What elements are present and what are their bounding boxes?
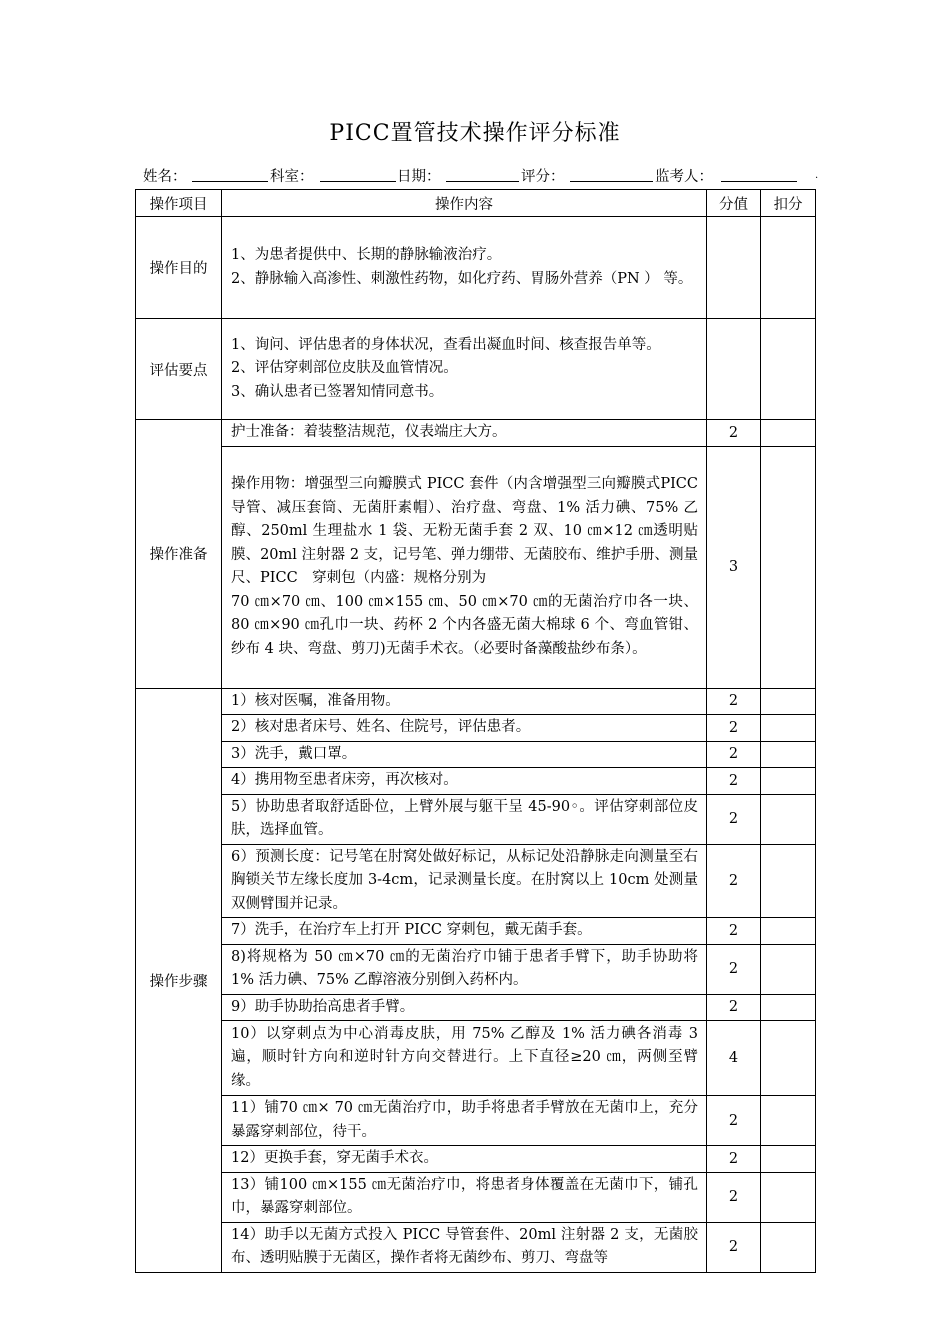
content-cell: [222, 715, 707, 742]
content-cell: [222, 794, 707, 844]
table-row: [136, 944, 816, 994]
score-cell: 2: [707, 918, 761, 945]
table-row: [136, 994, 816, 1021]
table-row: [136, 1222, 816, 1272]
deduction-cell[interactable]: [761, 741, 816, 768]
name-label: 姓名：: [143, 169, 187, 185]
score-cell: 2: [707, 794, 761, 844]
content-cell: [222, 688, 707, 715]
content-line: 2）核对患者床号、姓名、住院号，评估患者。: [231, 719, 531, 735]
content-cell: [222, 741, 707, 768]
examiner-label: 监考人：: [655, 169, 713, 185]
content-line: 操作用物：增强型三向瓣膜式 PICC 套件（内含增强型三向瓣膜式PICC 导管、减压套筒、无菌肝素帽）、治疗盘、弯盘、1% 活力碘、75% 乙醇、250ml 生理盐水 1 袋、无粉无菌手套 2 双、10 ㎝×12 ㎝透明贴膜、20ml 注射器 2 支，记号笔、弹力绷带、无菌胶布、维护手册、测量尺、PICC 穿刺包（内盛：规格分别为: [231, 476, 698, 586]
dept-blank[interactable]: [320, 165, 396, 182]
table-row: [136, 918, 816, 945]
score-cell: 2: [707, 420, 761, 447]
content-cell: [222, 217, 707, 319]
date-blank[interactable]: [446, 165, 519, 182]
deduction-cell[interactable]: [761, 1172, 816, 1222]
content-line: 4）携用物至患者床旁，再次核对。: [231, 772, 458, 788]
content-cell: [222, 994, 707, 1021]
deduction-cell[interactable]: [761, 688, 816, 715]
score-cell: [707, 319, 761, 420]
content-line: 2、静脉输入高渗性、刺激性药物，如化疗药、胃肠外营养（PN ） 等。: [231, 270, 693, 287]
score-cell: 2: [707, 688, 761, 715]
scoring-table: [135, 189, 816, 1273]
deduction-cell[interactable]: [761, 844, 816, 918]
score-cell: 2: [707, 994, 761, 1021]
date-label: 日期：: [397, 169, 441, 185]
deduction-cell[interactable]: [761, 918, 816, 945]
deduction-cell[interactable]: [761, 994, 816, 1021]
deduction-cell[interactable]: [761, 1222, 816, 1272]
content-line: 10）以穿刺点为中心消毒皮肤，用 75% 乙醇及 1% 活力碘各消毒 3 遍，顺时针方向和逆时针方向交替进行。上下直径≥20 ㎝，两侧至臂缘。: [231, 1025, 698, 1089]
content-cell: [222, 844, 707, 918]
table-row: [136, 768, 816, 795]
deduction-cell[interactable]: [761, 1096, 816, 1146]
content-line: 8)将规格为 50 ㎝×70 ㎝的无菌治疗巾铺于患者手臂下，助手协助将 1% 活力碘、75% 乙醇溶液分别倒入药杯内。: [231, 948, 698, 988]
content-line: 13）铺100 ㎝×155 ㎝无菌治疗巾，将患者身体覆盖在无菌巾下，铺孔巾，暴露穿刺部位。: [231, 1176, 698, 1216]
content-cell: [222, 918, 707, 945]
content-line: 7）洗手，在治疗车上打开 PICC 穿刺包，戴无菌手套。: [231, 922, 592, 938]
item-cell: 评估要点: [136, 319, 222, 420]
page-title: PICC置管技术操作评分标准: [329, 121, 621, 146]
score-cell: 2: [707, 1172, 761, 1222]
content-line: 1）核对医嘱，准备用物。: [231, 692, 400, 709]
score-cell: 4: [707, 1021, 761, 1096]
content-cell: [222, 420, 707, 447]
content-cell: [222, 944, 707, 994]
table-row: [136, 1096, 816, 1146]
table-row: [136, 420, 816, 447]
table-row: [136, 844, 816, 918]
content-cell: [222, 1172, 707, 1222]
deduction-cell[interactable]: [761, 1146, 816, 1173]
table-row: [136, 741, 816, 768]
score-cell: 2: [707, 768, 761, 795]
score-label: 评分：: [521, 169, 565, 185]
score-blank[interactable]: [570, 165, 653, 182]
table-row: [136, 688, 816, 715]
content-cell: [222, 1222, 707, 1272]
content-line: 3）洗手，戴口罩。: [231, 745, 357, 762]
score-cell: 2: [707, 844, 761, 918]
content-line: 3、确认患者已签署知情同意书。: [231, 383, 444, 400]
deduction-cell[interactable]: [761, 446, 816, 688]
header-row: [136, 190, 816, 217]
content-line: 11）铺70 ㎝× 70 ㎝无菌治疗巾，助手将患者手臂放在无菌巾上，充分暴露穿刺部位，待干。: [231, 1100, 698, 1140]
content-line: 5）协助患者取舒适卧位，上臂外展与躯干呈 45-90◦。评估穿刺部位皮肤，选择血管。: [231, 798, 698, 838]
table-row: [136, 794, 816, 844]
score-cell: [707, 217, 761, 319]
score-cell: 2: [707, 944, 761, 994]
table-body: [136, 217, 816, 1273]
info-line: [143, 165, 823, 187]
content-line: 1、为患者提供中、长期的静脉输液治疗。: [231, 247, 502, 263]
score-cell: 2: [707, 1146, 761, 1173]
content-line: 护士准备：着装整洁规范，仪表端庄大方。: [231, 424, 507, 440]
table-row: [136, 319, 816, 420]
dept-label: 科室：: [270, 169, 314, 185]
content-cell: [222, 1146, 707, 1173]
deduction-cell[interactable]: [761, 319, 816, 420]
table-row: [136, 446, 816, 688]
item-cell: 操作目的: [136, 217, 222, 319]
table-row: [136, 1021, 816, 1096]
content-cell: [222, 1021, 707, 1096]
header-item: 操作项目: [136, 190, 222, 217]
header-deduction: 扣分: [761, 190, 816, 217]
item-cell: 操作步骤: [136, 688, 222, 1272]
item-cell: 操作准备: [136, 420, 222, 689]
content-cell: [222, 1096, 707, 1146]
content-line: 70 ㎝×70 ㎝、100 ㎝×155 ㎝、50 ㎝×70 ㎝的无菌治疗巾各一块、80 ㎝×90 ㎝孔巾一块、药杯 2 个内各盛无菌大棉球 6 个、弯血管钳、纱布 4 块、弯盘、剪刀)无菌手术衣。（必要时备藻酸盐纱布条）。: [231, 593, 698, 657]
name-blank[interactable]: [192, 165, 268, 182]
score-cell: 2: [707, 715, 761, 742]
examiner-blank[interactable]: [721, 165, 797, 182]
score-cell: 2: [707, 741, 761, 768]
deduction-cell[interactable]: [761, 944, 816, 994]
score-cell: 3: [707, 446, 761, 688]
header-score: 分值: [707, 190, 761, 217]
content-line: 6）预测长度：记号笔在肘窝处做好标记，从标记处沿静脉走向测量至右胸锁关节左缘长度加 3-4cm，记录测量长度。在肘窝以上 10cm 处测量双侧臂围并记录。: [231, 848, 698, 912]
table-row: [136, 1146, 816, 1173]
deduction-cell[interactable]: [761, 217, 816, 319]
content-line: 1、询问、评估患者的身体状况，查看出凝血时间、核查报告单等。: [231, 336, 661, 353]
content-line: 12）更换手套，穿无菌手术衣。: [231, 1150, 438, 1166]
table-row: [136, 715, 816, 742]
table-row: [136, 1172, 816, 1222]
deduction-cell[interactable]: [761, 420, 816, 447]
content-cell: [222, 446, 707, 688]
content-line: 14）助手以无菌方式投入 PICC 导管套件、20ml 注射器 2 支，无菌胶布、透明贴膜于无菌区，操作者将无菌纱布、剪刀、弯盘等: [231, 1226, 698, 1266]
table-row: [136, 217, 816, 319]
content-cell: [222, 768, 707, 795]
deduction-cell[interactable]: [761, 715, 816, 742]
content-line: 2、评估穿刺部位皮肤及血管情况。: [231, 360, 458, 377]
score-cell: 2: [707, 1096, 761, 1146]
trailing-mark: .: [815, 170, 819, 181]
content-line: 9）助手协助抬高患者手臂。: [231, 998, 415, 1015]
header-content: 操作内容: [222, 190, 707, 217]
deduction-cell[interactable]: [761, 768, 816, 795]
deduction-cell[interactable]: [761, 794, 816, 844]
score-cell: 2: [707, 1222, 761, 1272]
content-cell: [222, 319, 707, 420]
deduction-cell[interactable]: [761, 1021, 816, 1096]
